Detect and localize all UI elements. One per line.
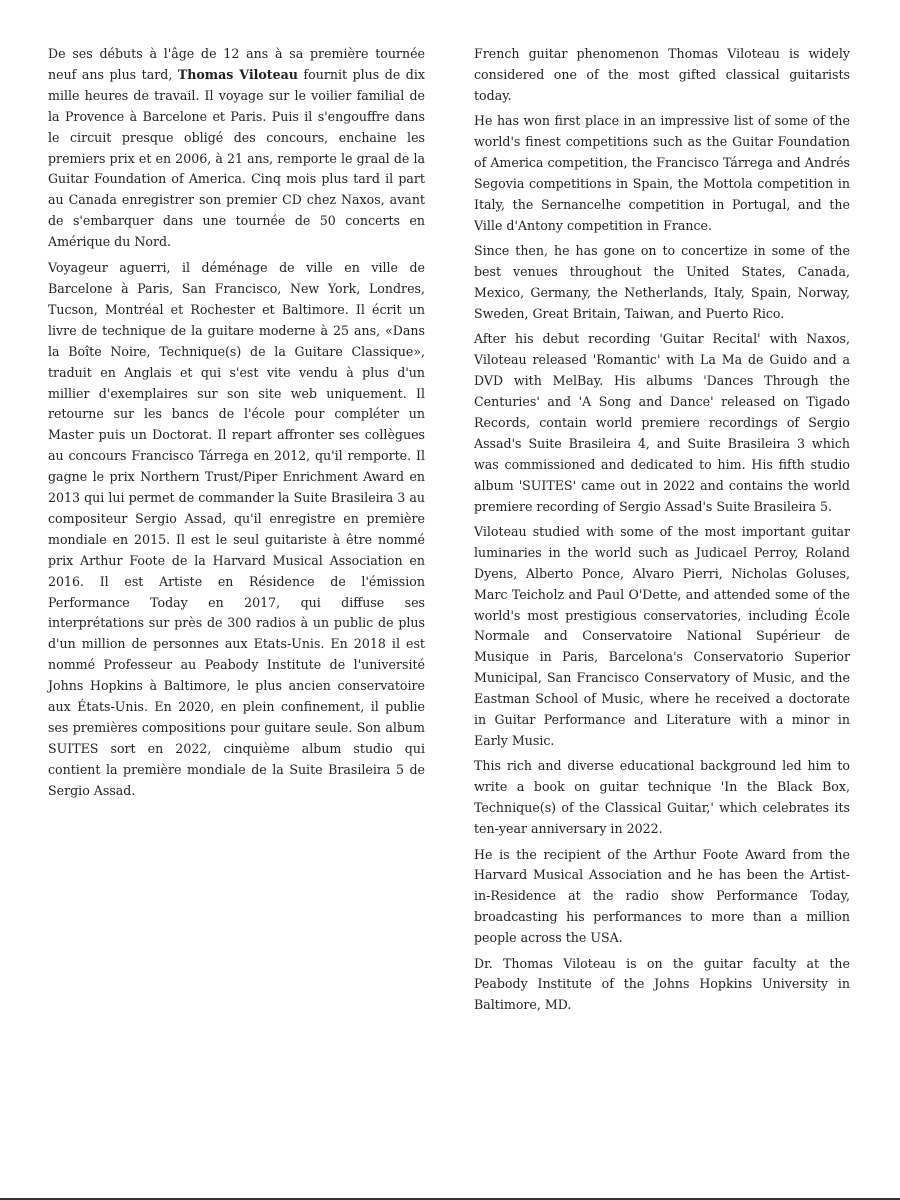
french-biography-column <box>48 44 425 806</box>
english-bio-paragraph-8: Dr. Thomas Viloteau is on the guitar faculty at the Peabody Institute of the Johns Hopkins University in Baltimore, MD. <box>474 955 850 1013</box>
english-bio-paragraph-7: He is the recipient of the Arthur Foote Award from the Harvard Musical Association and he has been the Artist-in-Residence at the radio show Performance Today, broadcasting his performances to more than a million people across the USA. <box>474 846 850 946</box>
english-bio-paragraph-4: After his debut recording 'Guitar Recital' with Naxos, Viloteau released 'Romantic' with La Ma de Guido and a DVD with MelBay. His albums 'Dances Through the Centuries' and 'A Song and Dance' released on Tigado Records, contain world premiere recordings of Sergio Assad's Suite Brasileira 4, and Suite Brasileira 3 which was commissioned and dedicated to him. His fifth studio album 'SUITES' came out in 2022 and contains the world premiere recording of Sergio Assad's Suite Brasileira 5. <box>474 331 850 514</box>
artist-name-bold: Thomas Viloteau <box>177 66 298 82</box>
english-bio-paragraph-2: He has won first place in an impressive list of some of the world's finest competitions such as the Guitar Foundation of America competition, the Francisco Tárrega and Andrés Segovia competitions in Spain, the Mottola competition in Italy, the Sernancelhe competition in Portugal, and the Ville d'Antony competition in France. <box>474 113 850 233</box>
english-bio-paragraph-1: French guitar phenomenon Thomas Viloteau is widely considered one of the most gifted classical guitarists today. <box>474 46 850 103</box>
english-bio-paragraph-5: Viloteau studied with some of the most important guitar luminaries in the world such as Judicael Perroy, Roland Dyens, Alberto Ponce, Alvaro Pierri, Nicholas Goluses, Marc Teicholz and Paul O'Dette, and attended some of the world's most prestigious conservatories, including École Normale and Conservatoire National Supérieur de Musique in Paris, Barcelona's Conservatorio Superior Municipal, San Francisco Conservatory of Music, and the Eastman School of Music, where he received a doctorate in Guitar Performance and Literature with a minor in Early Music. <box>474 523 850 748</box>
french-bio-paragraph-2: Voyageur aguerri, il déménage de ville en ville de Barcelone à Paris, San Francisco, New York, Londres, Tucson, Montréal et Rochester et Baltimore. Il écrit un livre de technique de la guitare moderne à 25 ans, «Dans la Boîte Noire, Technique(s) de la Guitare Classique», traduit en Anglais et qui s'est vite vendu à plus d'un millier d'exemplaires sur son site web uniquement. Il retourne sur les bancs de l'école pour compléter un Master puis un Doctorat. Il repart affronter ses collègues au concours Francisco Tárrega en 2012, qu'il remporte. Il gagne le prix Northern Trust/Piper Enrichment Award en 2013 qui lui permet de commander la Suite Brasileira 3 au compositeur Sergio Assad, qu'il enregistre en première mondiale en 2015. Il est le seul guitariste à être nommé prix Arthur Foote de la Harvard Musical Association en 2016. Il est Artiste en Résidence de l'émission Performance Today en 2017, qui diffuse ses interprétations sur près de 300 radios à un public de plus d'un million de personnes aux Etats-Unis. En 2018 il est nommé Professeur au Peabody Institute de l'université Johns Hopkins à Baltimore, le plus ancien conservatoire aux États-Unis. En 2020, en plein confinement, il publie ses premières compositions pour guitare seule. Son album SUITES sort en 2022, cinquième album studio qui contient la première mondiale de la Suite Brasileira 5 de Sergio Assad. <box>48 260 425 798</box>
english-bio-paragraph-6: This rich and diverse educational background led him to write a book on guitar technique 'In the Black Box, Technique(s) of the Classical Guitar,' which celebrates its ten-year anniversary in 2022. <box>474 758 850 837</box>
french-bio-p1-intro: De ses débuts à l'âge de 12 ans à sa première tournée neuf ans plus tard, <box>48 46 425 82</box>
french-bio-p1-rest: fournit plus de dix mille heures de travail. Il voyage sur le voilier familial de la Provence à Barcelone et Paris. Puis il s'engouffre dans le circuit presque obligé des concours, enchaine les premiers prix et en 2006, à 21 ans, remporte le graal de la Guitar Foundation of America. Cinq mois plus tard il part au Canada enregistrer son premier CD chez Naxos, avant de s'embarquer dans une tournée de 50 concerts en Amérique du Nord. <box>48 66 425 250</box>
english-biography-column <box>474 44 850 1021</box>
french-bio-paragraph-1 <box>48 44 425 253</box>
english-bio-paragraph-3: Since then, he has gone on to concertize in some of the best venues throughout the United States, Canada, Mexico, Germany, the Netherlands, Italy, Spain, Norway, Sweden, Great Britain, Taiwan, and Puerto Rico. <box>474 243 850 321</box>
